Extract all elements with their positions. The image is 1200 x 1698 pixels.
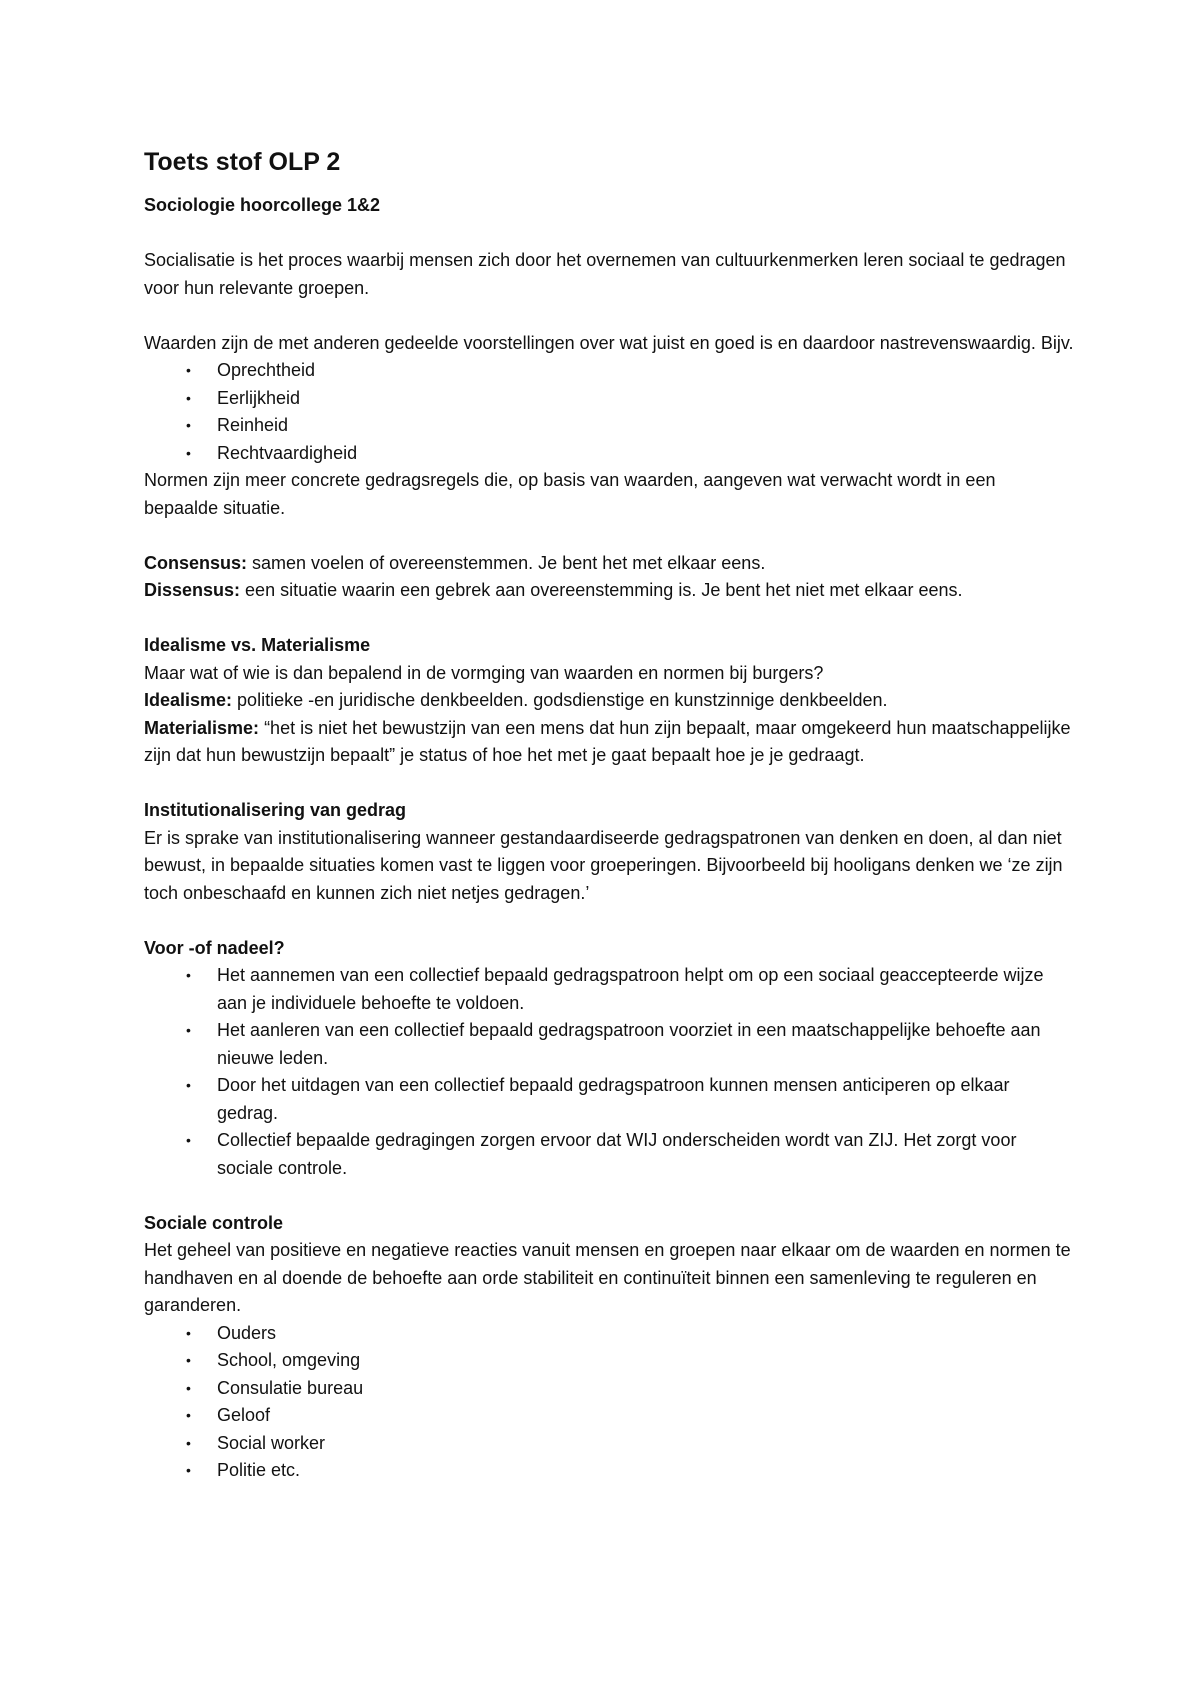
term-idealisme: Idealisme: (144, 690, 233, 710)
term-materialisme: Materialisme: (144, 717, 260, 738)
paragraph-normen: Normen zijn meer concrete gedragsregels die, op basis van waarden, aangeven wat verwacht wordt in een bepaalde situatie. (144, 470, 996, 518)
paragraph-question: Maar wat of wie is dan bepalend in de vormging van waarden en normen bij burgers? (144, 662, 824, 683)
bullet-icon: • (186, 1379, 191, 1396)
paragraph-consensus: Consensus: samen voelen of overeenstemmen. Je bent het met elkaar eens. (144, 552, 766, 573)
spacer (144, 605, 1074, 633)
document-page (144, 146, 1074, 1485)
bullet-icon: • (186, 389, 191, 406)
bullet-icon: • (186, 1022, 191, 1038)
bullet-icon: • (186, 1407, 191, 1423)
voor-nadeel-list (144, 962, 1074, 1182)
section-heading-idealisme: Idealisme vs. Materialisme (144, 635, 371, 655)
list-item: • Ouders (144, 1320, 1074, 1348)
section-heading-sociologie: Sociologie hoorcollege 1&2 (144, 195, 381, 215)
spacer (144, 220, 1074, 248)
bullet-icon: • (186, 1352, 191, 1368)
term-consensus: Consensus: (144, 552, 248, 573)
list-item: • Collectief bepaalde gedragingen zorgen ervoor dat WIJ onderscheiden wordt van ZIJ. Het zorgt voor sociale controle. (144, 1127, 1074, 1182)
bullet-icon: • (186, 362, 191, 378)
spacer (144, 522, 1074, 550)
spacer (144, 907, 1074, 935)
list-item: • Eerlijkheid (144, 385, 1074, 413)
bullet-icon: • (186, 1324, 191, 1341)
list-item: • Rechtvaardigheid (144, 440, 1074, 468)
list-item: • Consulatie bureau (144, 1375, 1074, 1403)
bullet-icon: • (186, 967, 191, 983)
list-item: • Reinheid (144, 412, 1074, 440)
list-item: • School, omgeving (144, 1347, 1074, 1375)
bullet-icon: • (186, 1132, 191, 1148)
bullet-icon: • (186, 1434, 191, 1451)
spacer (144, 770, 1074, 798)
bullet-icon: • (186, 417, 191, 433)
paragraph-waarden: Waarden zijn de met anderen gedeelde voorstellingen over wat juist en goed is en daardoor nastrevenswaardig. Bijv. (144, 332, 1074, 353)
spacer (144, 302, 1074, 330)
paragraph-dissensus: Dissensus: een situatie waarin een gebrek aan overeenstemming is. Je bent het niet met elkaar eens. (144, 580, 963, 600)
paragraph-institutionalisering: Er is sprake van institutionalisering wanneer gestandaardiseerde gedragspatronen van denken en doen, al dan niet bewust, in bepaalde situaties komen vast te liggen voor groeperingen. Bijvoorbeeld bij hooligans denken we ‘ze zijn toch onbeschaafd en kunnen zich niet netjes gedragen.’ (144, 827, 1063, 903)
paragraph-idealisme: Idealisme: politieke -en juridische denkbeelden. godsdienstige en kunstzinnige denkbeelden. (144, 690, 888, 710)
sociale-controle-list (144, 1320, 1074, 1485)
list-item: • Het aannemen van een collectief bepaald gedragspatroon helpt om op een sociaal geaccepteerde wijze aan je individuele behoefte te voldoen. (144, 962, 1074, 1017)
paragraph-materialisme: Materialisme: “het is niet het bewustzijn van een mens dat hun zijn bepaalt, maar omgekeerd hun maatschappelijke zijn dat hun bewustzijn bepaalt” je status of hoe het met je gaat bepaalt hoe je je gedraagt. (144, 717, 1071, 765)
paragraph-socialisatie: Socialisatie is het proces waarbij mensen zich door het overnemen van cultuurkenmerken leren sociaal te gedragen voor hun relevante groepen. (144, 250, 1066, 298)
waarden-list (144, 357, 1074, 467)
bullet-icon: • (186, 1462, 191, 1478)
list-item: • Social worker (144, 1430, 1074, 1458)
paragraph-sociale-controle: Het geheel van positieve en negatieve reacties vanuit mensen en groepen naar elkaar om de waarden en normen te handhaven en al doende de behoefte aan orde stabiliteit en continuïteit binnen een samenleving te reguleren en garanderen. (144, 1240, 1071, 1315)
bullet-icon: • (186, 444, 191, 461)
list-item: • Geloof (144, 1402, 1074, 1430)
list-item: • Door het uitdagen van een collectief bepaald gedragspatroon kunnen mensen anticiperen op elkaar gedrag. (144, 1072, 1074, 1127)
section-heading-voor-nadeel: Voor -of nadeel? (144, 937, 285, 958)
spacer (144, 1182, 1074, 1210)
section-heading-sociale-controle: Sociale controle (144, 1212, 284, 1233)
list-item: • Oprechtheid (144, 357, 1074, 385)
term-dissensus: Dissensus: (144, 580, 241, 600)
section-heading-institutionalisering: Institutionalisering van gedrag (144, 800, 407, 820)
list-item: • Politie etc. (144, 1457, 1074, 1485)
list-item: • Het aanleren van een collectief bepaald gedragspatroon voorziet in een maatschappelijke behoefte aan nieuwe leden. (144, 1017, 1074, 1072)
bullet-icon: • (186, 1077, 191, 1093)
document-title: Toets stof OLP 2 (144, 148, 341, 176)
